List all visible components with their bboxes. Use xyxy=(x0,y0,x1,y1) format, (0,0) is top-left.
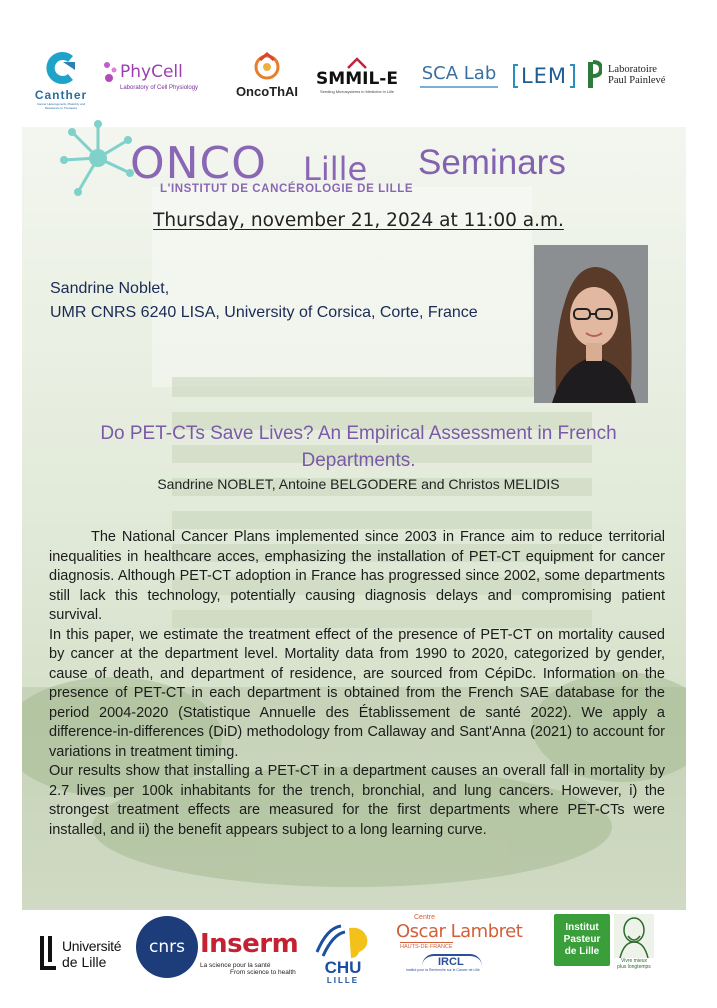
canther-logo xyxy=(30,44,92,114)
pasteur-line1: Institut xyxy=(565,922,599,933)
ircl-name: IRCL xyxy=(438,956,464,968)
oncolille-subtitle: L'INSTITUT DE CANCÉROLOGIE DE LILLE xyxy=(160,183,414,195)
lem-bracket-left-icon xyxy=(513,64,518,88)
ulille-line1: Université xyxy=(62,938,122,954)
chu-profile-icon xyxy=(313,922,373,960)
smmile-name: SMMIL-E xyxy=(316,68,398,89)
talk-title xyxy=(40,420,677,474)
bottom-logo-bar xyxy=(0,912,717,1008)
speaker-portrait-image xyxy=(534,245,648,403)
pasteur-portrait-icon xyxy=(614,914,654,958)
smmile-logo xyxy=(318,52,396,98)
painleve-line2: Paul Painlevé xyxy=(608,75,666,86)
abstract xyxy=(49,528,665,840)
cnrs-name: cnrs xyxy=(149,937,185,957)
oncothai-icon xyxy=(250,50,284,84)
sca-lab-underline xyxy=(420,86,498,88)
pasteur-line3: de Lille xyxy=(564,946,600,957)
phycell-logo xyxy=(100,50,220,100)
sca-lab-name: SCA Lab xyxy=(421,62,497,84)
chu-line1: CHU xyxy=(324,957,362,977)
speaker-name: Sandrine Noblet, xyxy=(50,280,170,297)
oncolille-molecule-icon xyxy=(58,118,138,198)
canther-name: Canther xyxy=(34,88,88,102)
talk-title-line1: Do PET-CTs Save Lives? An Empirical Assessment in French xyxy=(100,423,617,444)
abstract-paragraph-1: The National Cancer Plans implemented since 2003 in France aim to reduce territorial inequalities in healthcare acces, emphasizing the installation of PET-CT equipment for cancer diagnosis. Although PET-CT adoption in France has progressed since 2002, some departments still lack this technology, potentially causing diagnosis delays and compromising patient survival. xyxy=(49,529,665,623)
canther-icon xyxy=(41,48,81,88)
ircl-sub: Institut pour la Recherche sur le Cancer de Lille xyxy=(406,968,480,972)
oscar-name: Oscar Lambret xyxy=(396,921,523,942)
lem-bracket-right-icon xyxy=(570,64,575,88)
inserm-logo xyxy=(200,918,302,986)
oncothai-name: OncoThAI xyxy=(235,83,299,99)
oscar-region: HAUTS-DE-FRANCE xyxy=(400,944,453,950)
canther-tagline: Cancer Heterogeneity, Plasticity and Resistance to Therapies xyxy=(36,102,86,110)
pasteur-tag2: plus longtemps xyxy=(617,964,651,970)
pasteur-tag1: Vivre mieux xyxy=(620,958,648,964)
pasteur-logo xyxy=(554,914,662,986)
painleve-logo xyxy=(586,56,690,94)
ulille-line2: de Lille xyxy=(62,954,107,970)
phycell-name: PhyCell xyxy=(120,62,183,82)
painleve-line1: Laboratoire xyxy=(608,64,657,75)
talk-authors: Sandrine NOBLET, Antoine BELGODERE and Christos MELIDIS xyxy=(157,476,560,492)
smmile-house-icon xyxy=(346,57,368,69)
speaker-affiliation: UMR CNRS 6240 LISA, University of Corsica, Corte, France xyxy=(50,304,478,321)
pasteur-line2: Pasteur xyxy=(563,934,601,945)
abstract-paragraph-3: Our results show that installing a PET-CT in a department causes an overall fall in mortality by 2.7 lives per 100k inhabitants for the trench, bronchial, and lung cancers. However, i) the strongest treatment effects are measured for the first departments where PET-CTs were installed, and ii) the benefit appears subject to a long learning curve. xyxy=(49,763,665,838)
smmile-tagline: Seeding Microsystems in Medicine in Lille xyxy=(319,88,395,94)
ulille-mark-icon xyxy=(38,934,58,974)
oncothai-logo xyxy=(225,48,309,100)
seminars-heading: Seminars xyxy=(418,143,566,182)
oncolille-onco-word: ONCO xyxy=(130,138,267,189)
sca-lab-logo xyxy=(418,58,500,92)
cnrs-logo xyxy=(136,916,198,978)
painleve-p-icon xyxy=(586,60,602,90)
oncolille-lille-word: Lille xyxy=(303,150,368,188)
chu-lille-logo xyxy=(306,914,380,992)
seminar-date xyxy=(0,210,717,231)
speaker-block xyxy=(50,277,478,325)
lem-logo xyxy=(514,58,574,94)
seminar-date-text: Thursday, november 21, 2024 at 11:00 a.m. xyxy=(153,210,564,231)
phycell-cell-icon xyxy=(100,59,120,85)
oscar-lambret-logo xyxy=(396,914,546,990)
inserm-tagline1: La science pour la santé xyxy=(200,961,271,969)
speaker-photo xyxy=(534,245,648,403)
pasteur-badge xyxy=(554,914,610,966)
inserm-tagline2: From science to health xyxy=(230,968,296,976)
top-logo-bar xyxy=(0,0,717,125)
lem-name: LEM xyxy=(520,64,568,88)
abstract-paragraph-2: In this paper, we estimate the treatment effect of the presence of PET-CT on mortality caused by cancer at the department level. Mortality data from 1990 to 2020, categorized by gender, cause of death, and department of residence, are sourced from CépiDc. Information on the presence of PET-CT in each department is obtained from the French SAE database for the period 2004-2020 (Statistique Annuelle des Établissement de santé 2022). We apply a difference-in-differences (DiD) methodology from Callaway and Sant'Anna (2021) to account for variations in treatment timing. xyxy=(49,626,665,760)
inserm-name: Inserm xyxy=(200,928,299,959)
talk-title-line2: Departments. xyxy=(301,450,416,471)
phycell-tagline: Laboratory of Cell Physiology xyxy=(120,85,199,91)
universite-lille-logo xyxy=(38,930,130,978)
oscar-top: Centre xyxy=(414,914,436,921)
chu-line2: LILLE xyxy=(326,975,360,985)
